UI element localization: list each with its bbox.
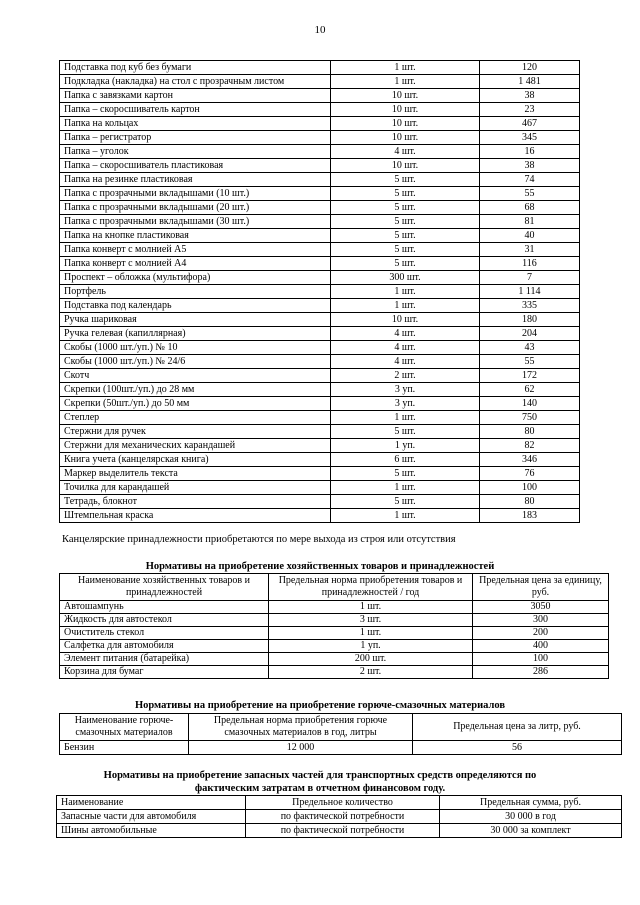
supplies-item-price: 1 481	[480, 75, 580, 89]
supplies-item-price: 76	[480, 467, 580, 481]
supplies-item-name: Тетрадь, блокнот	[60, 495, 331, 509]
supplies-item-qty: 10 шт.	[331, 159, 480, 173]
supplies-item-price: 335	[480, 299, 580, 313]
supplies-row	[60, 173, 580, 187]
supplies-row	[60, 117, 580, 131]
supplies-item-price: 16	[480, 145, 580, 159]
supplies-row	[60, 61, 580, 75]
household-item-price: 3050	[473, 601, 609, 614]
supplies-row	[60, 187, 580, 201]
household-item-price: 286	[473, 666, 609, 679]
fuel-title: Нормативы на приобретение на приобретение горюче-смазочных материалов	[134, 700, 506, 711]
supplies-item-name: Папка с прозрачными вкладышами (30 шт.)	[60, 215, 331, 229]
supplies-item-name: Степлер	[60, 411, 331, 425]
supplies-item-price: 140	[480, 397, 580, 411]
supplies-item-price: 82	[480, 439, 580, 453]
supplies-item-name: Ручка шариковая	[60, 313, 331, 327]
household-row	[60, 601, 609, 614]
supplies-item-qty: 5 шт.	[331, 495, 480, 509]
supplies-row	[60, 313, 580, 327]
household-row	[60, 640, 609, 653]
supplies-row	[60, 75, 580, 89]
supplies-item-price: 40	[480, 229, 580, 243]
supplies-item-qty: 2 шт.	[331, 369, 480, 383]
supplies-item-name: Скотч	[60, 369, 331, 383]
supplies-row	[60, 453, 580, 467]
supplies-item-qty: 300 шт.	[331, 271, 480, 285]
supplies-item-qty: 1 уп.	[331, 439, 480, 453]
supplies-item-qty: 5 шт.	[331, 215, 480, 229]
supplies-item-price: 1 114	[480, 285, 580, 299]
household-item-price: 200	[473, 627, 609, 640]
supplies-item-price: 346	[480, 453, 580, 467]
supplies-row	[60, 495, 580, 509]
supplies-row	[60, 425, 580, 439]
supplies-item-name: Точилка для карандашей	[60, 481, 331, 495]
household-item-price: 100	[473, 653, 609, 666]
supplies-row	[60, 215, 580, 229]
supplies-item-qty: 5 шт.	[331, 201, 480, 215]
parts-item-price: 30 000 за комплект	[440, 824, 622, 838]
supplies-item-name: Проспект – обложка (мультифора)	[60, 271, 331, 285]
parts-item-name: Запасные части для автомобиля	[57, 810, 246, 824]
household-header-qty: Предельная норма приобретения товаров и принадлежностей / год	[269, 574, 473, 601]
supplies-item-name: Маркер выделитель текста	[60, 467, 331, 481]
supplies-item-qty: 1 шт.	[331, 299, 480, 313]
supplies-item-name: Скобы (1000 шт./уп.) № 24/6	[60, 355, 331, 369]
supplies-item-qty: 1 шт.	[331, 481, 480, 495]
supplies-item-name: Скрепки (50шт./уп.) до 50 мм	[60, 397, 331, 411]
parts-row	[57, 824, 622, 838]
supplies-item-price: 345	[480, 131, 580, 145]
household-item-qty: 1 уп.	[269, 640, 473, 653]
supplies-item-name: Ручка гелевая (капиллярная)	[60, 327, 331, 341]
household-item-name: Жидкость для автостекол	[60, 614, 269, 627]
supplies-item-price: 55	[480, 355, 580, 369]
supplies-row	[60, 229, 580, 243]
supplies-item-qty: 10 шт.	[331, 103, 480, 117]
parts-item-price: 30 000 в год	[440, 810, 622, 824]
supplies-item-name: Папка – уголок	[60, 145, 331, 159]
supplies-item-qty: 10 шт.	[331, 131, 480, 145]
supplies-item-name: Папка конверт с молнией А4	[60, 257, 331, 271]
supplies-item-qty: 10 шт.	[331, 89, 480, 103]
supplies-item-name: Подкладка (накладка) на стол с прозрачным листом	[60, 75, 331, 89]
supplies-item-qty: 10 шт.	[331, 117, 480, 131]
fuel-item-price: 56	[413, 741, 622, 755]
supplies-item-price: 172	[480, 369, 580, 383]
supplies-item-qty: 1 шт.	[331, 411, 480, 425]
household-item-name: Салфетка для автомобиля	[60, 640, 269, 653]
supplies-row	[60, 103, 580, 117]
supplies-item-qty: 10 шт.	[331, 313, 480, 327]
supplies-item-name: Скрепки (100шт./уп.) до 28 мм	[60, 383, 331, 397]
supplies-note: Канцелярские принадлежности приобретаются по мере выхода из строя или отсутствия	[62, 534, 456, 545]
supplies-row	[60, 439, 580, 453]
parts-table	[56, 795, 622, 838]
supplies-item-qty: 3 уп.	[331, 397, 480, 411]
supplies-item-name: Папка – регистратор	[60, 131, 331, 145]
supplies-row	[60, 159, 580, 173]
supplies-item-price: 81	[480, 215, 580, 229]
supplies-item-qty: 3 уп.	[331, 383, 480, 397]
household-header-price: Предельная цена за единицу, руб.	[473, 574, 609, 601]
supplies-row	[60, 271, 580, 285]
supplies-item-name: Стержни для механических карандашей	[60, 439, 331, 453]
supplies-item-name: Подставка под календарь	[60, 299, 331, 313]
supplies-item-price: 23	[480, 103, 580, 117]
household-row	[60, 666, 609, 679]
supplies-row	[60, 355, 580, 369]
supplies-item-price: 31	[480, 243, 580, 257]
supplies-item-name: Папка – скоросшиватель пластиковая	[60, 159, 331, 173]
supplies-item-name: Папка на резинке пластиковая	[60, 173, 331, 187]
supplies-item-name: Книга учета (канцелярская книга)	[60, 453, 331, 467]
supplies-row	[60, 285, 580, 299]
supplies-item-name: Папка с прозрачными вкладышами (20 шт.)	[60, 201, 331, 215]
parts-title: Нормативы на приобретение запасных частей для транспортных средств определяются по фактическим затратам в отчетном финансовом году.	[103, 770, 537, 794]
supplies-item-qty: 5 шт.	[331, 257, 480, 271]
fuel-table	[59, 713, 622, 755]
parts-item-qty: по фактической потребности	[246, 810, 440, 824]
supplies-row	[60, 383, 580, 397]
supplies-item-qty: 4 шт.	[331, 327, 480, 341]
supplies-item-name: Папка на кольцах	[60, 117, 331, 131]
household-item-price: 400	[473, 640, 609, 653]
supplies-row	[60, 397, 580, 411]
supplies-item-name: Папка с прозрачными вкладышами (10 шт.)	[60, 187, 331, 201]
supplies-item-price: 68	[480, 201, 580, 215]
supplies-item-price: 55	[480, 187, 580, 201]
household-table	[59, 573, 609, 679]
supplies-item-qty: 5 шт.	[331, 229, 480, 243]
supplies-item-qty: 1 шт.	[331, 75, 480, 89]
fuel-header-name: Наименование горюче-смазочных материалов	[60, 714, 189, 741]
household-item-qty: 1 шт.	[269, 601, 473, 614]
household-item-name: Очиститель стекол	[60, 627, 269, 640]
fuel-item-qty: 12 000	[189, 741, 413, 755]
supplies-row	[60, 131, 580, 145]
supplies-item-price: 467	[480, 117, 580, 131]
household-item-qty: 200 шт.	[269, 653, 473, 666]
supplies-item-price: 180	[480, 313, 580, 327]
household-item-qty: 1 шт.	[269, 627, 473, 640]
supplies-row	[60, 145, 580, 159]
supplies-item-qty: 1 шт.	[331, 509, 480, 523]
fuel-item-name: Бензин	[60, 741, 189, 755]
supplies-item-qty: 1 шт.	[331, 61, 480, 75]
parts-item-name: Шины автомобильные	[57, 824, 246, 838]
supplies-row	[60, 481, 580, 495]
fuel-header-qty: Предельная норма приобретения горюче смазочных материалов в год, литры	[189, 714, 413, 741]
supplies-item-price: 80	[480, 495, 580, 509]
supplies-row	[60, 467, 580, 481]
household-header-name: Наименование хозяйственных товаров и принадлежностей	[60, 574, 269, 601]
supplies-table	[59, 60, 580, 523]
supplies-row	[60, 509, 580, 523]
supplies-item-price: 100	[480, 481, 580, 495]
supplies-item-qty: 6 шт.	[331, 453, 480, 467]
household-item-name: Корзина для бумаг	[60, 666, 269, 679]
supplies-item-price: 116	[480, 257, 580, 271]
fuel-row	[60, 741, 622, 755]
parts-header-price: Предельная сумма, руб.	[440, 796, 622, 810]
supplies-row	[60, 201, 580, 215]
supplies-item-name: Портфель	[60, 285, 331, 299]
household-item-qty: 2 шт.	[269, 666, 473, 679]
supplies-item-qty: 5 шт.	[331, 243, 480, 257]
supplies-item-price: 750	[480, 411, 580, 425]
supplies-row	[60, 341, 580, 355]
household-item-qty: 3 шт.	[269, 614, 473, 627]
supplies-item-price: 38	[480, 89, 580, 103]
supplies-item-qty: 5 шт.	[331, 425, 480, 439]
supplies-item-price: 7	[480, 271, 580, 285]
supplies-item-qty: 5 шт.	[331, 173, 480, 187]
supplies-item-name: Скобы (1000 шт./уп.) № 10	[60, 341, 331, 355]
parts-row	[57, 810, 622, 824]
supplies-item-price: 38	[480, 159, 580, 173]
supplies-item-name: Папка на кнопке пластиковая	[60, 229, 331, 243]
supplies-item-name: Штемпельная краска	[60, 509, 331, 523]
parts-item-qty: по фактической потребности	[246, 824, 440, 838]
supplies-item-price: 43	[480, 341, 580, 355]
household-item-price: 300	[473, 614, 609, 627]
supplies-item-name: Подставка под куб без бумаги	[60, 61, 331, 75]
supplies-row	[60, 327, 580, 341]
supplies-item-name: Папка с завязками картон	[60, 89, 331, 103]
household-title: Нормативы на приобретение хозяйственных товаров и принадлежностей	[145, 561, 495, 572]
household-row	[60, 614, 609, 627]
page-number: 10	[314, 24, 326, 36]
supplies-item-price: 204	[480, 327, 580, 341]
supplies-item-qty: 4 шт.	[331, 341, 480, 355]
household-row	[60, 653, 609, 666]
parts-header-name: Наименование	[57, 796, 246, 810]
supplies-row	[60, 243, 580, 257]
household-item-name: Автошампунь	[60, 601, 269, 614]
fuel-header-price: Предельная цена за литр, руб.	[413, 714, 622, 741]
supplies-item-name: Папка конверт с молнией А5	[60, 243, 331, 257]
supplies-item-price: 62	[480, 383, 580, 397]
household-row	[60, 627, 609, 640]
parts-header-qty: Предельное количество	[246, 796, 440, 810]
supplies-item-qty: 5 шт.	[331, 467, 480, 481]
supplies-row	[60, 299, 580, 313]
supplies-item-price: 183	[480, 509, 580, 523]
supplies-row	[60, 411, 580, 425]
supplies-item-qty: 4 шт.	[331, 355, 480, 369]
supplies-item-name: Папка – скоросшиватель картон	[60, 103, 331, 117]
supplies-item-qty: 5 шт.	[331, 187, 480, 201]
supplies-item-qty: 1 шт.	[331, 285, 480, 299]
supplies-item-qty: 4 шт.	[331, 145, 480, 159]
supplies-item-price: 80	[480, 425, 580, 439]
household-item-name: Элемент питания (батарейка)	[60, 653, 269, 666]
supplies-row	[60, 257, 580, 271]
supplies-item-price: 120	[480, 61, 580, 75]
supplies-item-price: 74	[480, 173, 580, 187]
supplies-row	[60, 369, 580, 383]
supplies-row	[60, 89, 580, 103]
supplies-item-name: Стержни для ручек	[60, 425, 331, 439]
